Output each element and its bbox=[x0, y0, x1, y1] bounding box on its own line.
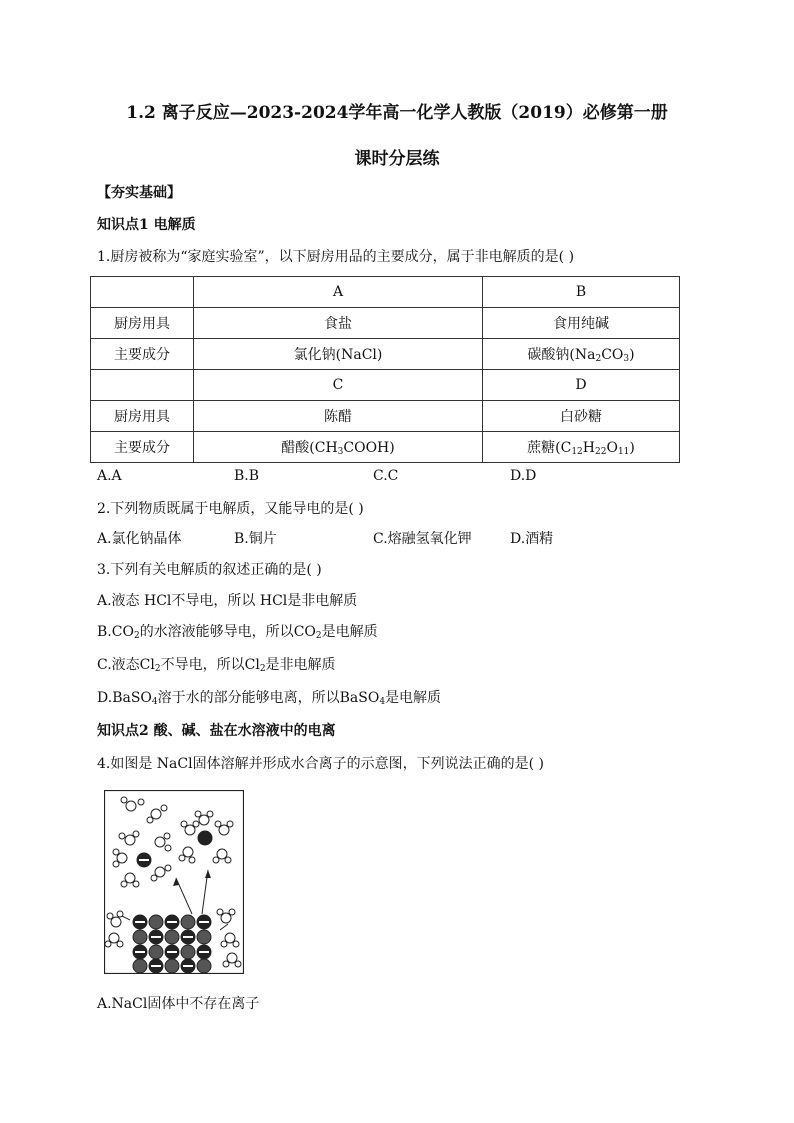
formula: $(C_{12}H_{22}O_{11})$ bbox=[555, 440, 635, 457]
q3-option-d-mid: 溶于水的部分能够电离，所以 bbox=[157, 690, 340, 706]
table-cell: 陈醋 bbox=[194, 401, 483, 432]
q1-option-a: A.A bbox=[97, 468, 122, 484]
q2-option-d: D.酒精 bbox=[510, 531, 554, 547]
q3-option-b-end: 是电解质 bbox=[321, 624, 378, 640]
table-cell bbox=[91, 277, 194, 308]
compound-name: 碳酸钠 bbox=[527, 347, 570, 363]
table-cell: A bbox=[194, 277, 483, 308]
table-cell: 食盐 bbox=[194, 308, 483, 339]
table-cell: 厨房用具 bbox=[91, 401, 194, 432]
q3-option-c-prefix: C.液态 bbox=[97, 657, 140, 673]
table-row bbox=[91, 308, 680, 339]
table-cell: 食用纯碱 bbox=[483, 308, 680, 339]
table-cell: C bbox=[194, 370, 483, 401]
q3-option-c: C.液态$Cl_2$不导电，所以$Cl_2$是非电解质 bbox=[97, 657, 336, 674]
compound-name: 醋酸 bbox=[281, 440, 310, 456]
table-row bbox=[91, 401, 680, 432]
q3-option-b: $B.CO_2$的水溶液能够导电，所以$CO_2$是电解质 bbox=[97, 624, 378, 641]
q3-option-d-prefix: D. bbox=[97, 690, 113, 706]
question-1: 1.厨房被称为“家庭实验室”，以下厨房用品的主要成分，属于非电解质的是( ) bbox=[97, 249, 575, 265]
table-cell: 氯化钠(NaCl) bbox=[194, 339, 483, 370]
q1-option-b: B.B bbox=[234, 468, 260, 484]
knowledge-point-2: 知识点2 酸、碱、盐在水溶液中的电离 bbox=[97, 723, 336, 739]
table-cell bbox=[194, 432, 483, 463]
table-row bbox=[91, 339, 680, 370]
table-cell: 白砂糖 bbox=[483, 401, 680, 432]
section-heading: 【夯实基础】 bbox=[97, 185, 181, 201]
q3-option-b-mid: 的水溶液能够导电，所以 bbox=[139, 624, 294, 640]
q2-option-c: C.熔融氢氧化钾 bbox=[373, 531, 472, 547]
table-row bbox=[91, 277, 680, 308]
doc-title-line1: 1.2 离子反应—2023-2024学年高一化学人教版（2019）必修第一册 bbox=[126, 103, 668, 123]
table-cell: D bbox=[483, 370, 680, 401]
table-cell: B bbox=[483, 277, 680, 308]
table-cell: 主要成分 bbox=[91, 432, 194, 463]
kitchen-table bbox=[90, 276, 680, 463]
table-cell: 厨房用具 bbox=[91, 308, 194, 339]
q2-option-b: B.铜片 bbox=[234, 531, 277, 547]
table-cell bbox=[483, 432, 680, 463]
q1-option-d: D.D bbox=[510, 468, 537, 484]
q3-option-c-end: 是非电解质 bbox=[265, 657, 336, 673]
formula: $(Na_2CO_3)$ bbox=[569, 347, 635, 364]
table-row bbox=[91, 432, 680, 463]
compound-name: 蔗糖 bbox=[527, 440, 556, 456]
q3-option-d: D.BaSO$_4$溶于水的部分能够电离，所以BaSO$_4$是电解质 bbox=[97, 690, 442, 707]
q3-option-b-prefix: B. bbox=[97, 624, 112, 640]
q3-option-a: A.液态 HCl不导电，所以 HCl是非电解质 bbox=[97, 593, 358, 609]
q1-option-c: C.C bbox=[373, 468, 399, 484]
q3-option-d-end: 是电解质 bbox=[385, 690, 442, 706]
formula: $(CH_3COOH)$ bbox=[309, 440, 395, 457]
nacl-dissolution-figure bbox=[104, 790, 244, 974]
table-row bbox=[91, 370, 680, 401]
q3-option-c-mid: 不导电，所以 bbox=[160, 657, 245, 673]
question-4: 4.如图是 NaCl固体溶解并形成水合离子的示意图，下列说法正确的是( ) bbox=[97, 756, 544, 772]
knowledge-point-1: 知识点1 电解质 bbox=[97, 217, 196, 233]
question-2: 2.下列物质既属于电解质，又能导电的是( ) bbox=[97, 501, 364, 517]
question-3: 3.下列有关电解质的叙述正确的是( ) bbox=[97, 562, 322, 578]
table-cell: 主要成分 bbox=[91, 339, 194, 370]
table-cell bbox=[483, 339, 680, 370]
doc-title-line2: 课时分层练 bbox=[354, 149, 440, 169]
q4-option-a: A.NaCl固体中不存在离子 bbox=[97, 996, 260, 1012]
table-cell bbox=[91, 370, 194, 401]
q2-option-a: A.氯化钠晶体 bbox=[97, 531, 182, 547]
